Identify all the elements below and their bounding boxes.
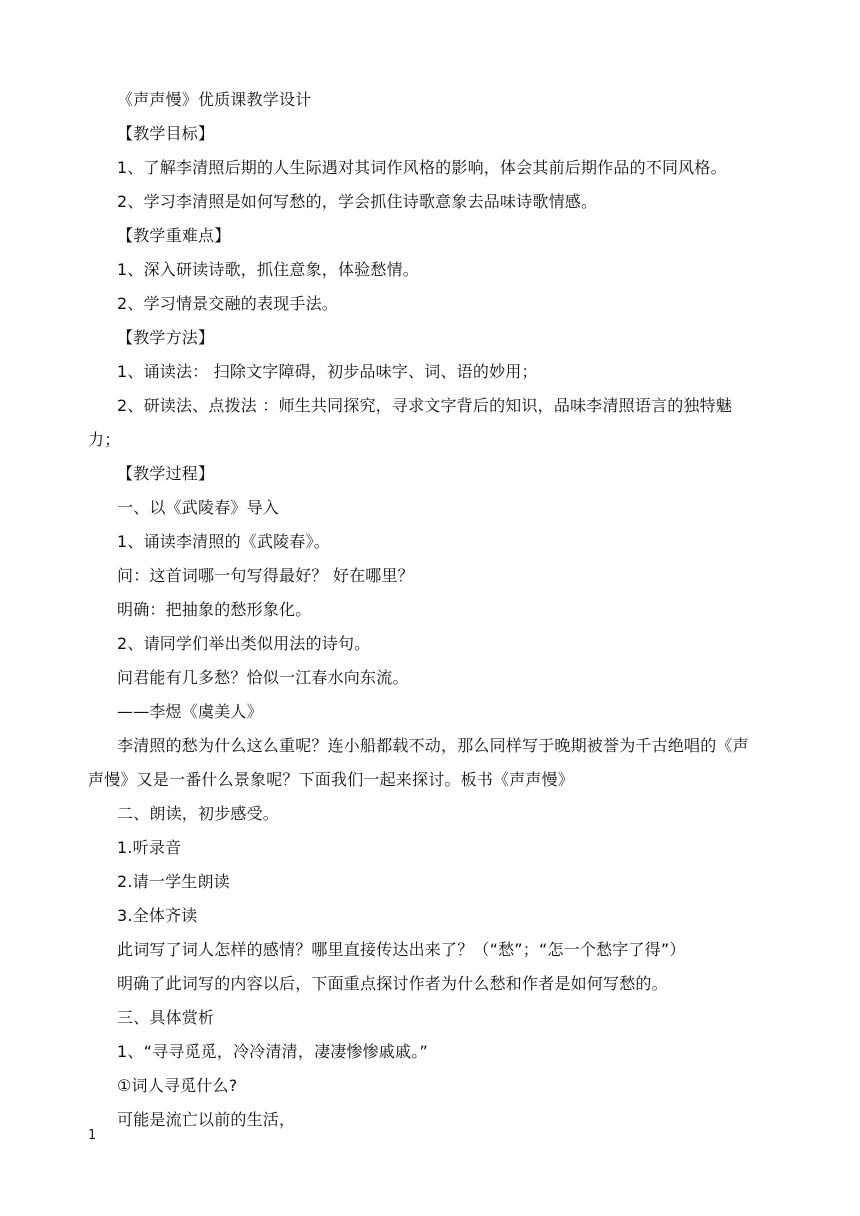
paragraph-line: ①词人寻觅什么? <box>117 1076 238 1095</box>
paragraph-line: 二、朗读，初步感受。 <box>117 804 280 823</box>
paragraph-line: 力； <box>88 430 121 449</box>
section-heading: 【教学目标】 <box>117 124 215 143</box>
paragraph-line: 1、深入研读诗歌，抓住意象，体验愁情。 <box>117 260 419 279</box>
paragraph-line: 2、请同学们举出类似用法的诗句。 <box>117 634 371 653</box>
paragraph-line: 3.全体齐读 <box>117 906 198 925</box>
page-number: 1 <box>88 1128 97 1143</box>
paragraph-line: 1、了解李清照后期的人生际遇对其词作风格的影响，体会其前后期作品的不同风格。 <box>117 158 727 177</box>
paragraph-line: 一、以《武陵春》导入 <box>117 498 280 517</box>
paragraph-line: 明确：把抽象的愁形象化。 <box>117 600 312 619</box>
paragraph-line: 声慢》又是一番什么景象呢？下面我们一起来探讨。板书《声声慢》 <box>88 770 575 789</box>
paragraph-line: 2、研读法、点拨法 ：师生共同探究，寻求文字背后的知识，品味李清照语言的独特魅 <box>117 396 733 415</box>
paragraph-line: 问：这首词哪一句写得最好？ 好在哪里？ <box>117 566 414 585</box>
paragraph-line: 李清照的愁为什么这么重呢？连小船都载不动，那么同样写于晚期被誉为千古绝唱的《声 <box>117 736 749 755</box>
paragraph-line: 2、学习情景交融的表现手法。 <box>117 294 338 313</box>
paragraph-line: 1.听录音 <box>117 838 182 857</box>
paragraph-line: ——李煜《虞美人》 <box>117 702 263 721</box>
paragraph-line: 问君能有几多愁？恰似一江春水向东流。 <box>117 668 409 687</box>
paragraph-line: 1、诵读法： 扫除文字障碍，初步品味字、词、语的妙用； <box>117 362 538 381</box>
paragraph-line: 可能是流亡以前的生活， <box>117 1110 296 1129</box>
section-heading: 【教学重难点】 <box>117 226 231 245</box>
paragraph-line: 1、诵读李清照的《武陵春》。 <box>117 532 330 551</box>
paragraph-line: 1、“寻寻觅觅，冷冷清清，凄凄惨惨戚戚。” <box>117 1042 428 1061</box>
document-title: 《声声慢》优质课教学设计 <box>117 90 312 109</box>
paragraph-line: 三、具体赏析 <box>117 1008 215 1027</box>
section-heading: 【教学过程】 <box>117 464 215 483</box>
section-heading: 【教学方法】 <box>117 328 215 347</box>
paragraph-line: 2、学习李清照是如何写愁的，学会抓住诗歌意象去品味诗歌情感。 <box>117 192 598 211</box>
paragraph-line: 此词写了词人怎样的感情？哪里直接传达出来了？（“愁”；“怎一个愁字了得”） <box>117 940 686 959</box>
paragraph-line: 明确了此词写的内容以后，下面重点探讨作者为什么愁和作者是如何写愁的。 <box>117 974 668 993</box>
paragraph-line: 2.请一学生朗读 <box>117 872 230 891</box>
